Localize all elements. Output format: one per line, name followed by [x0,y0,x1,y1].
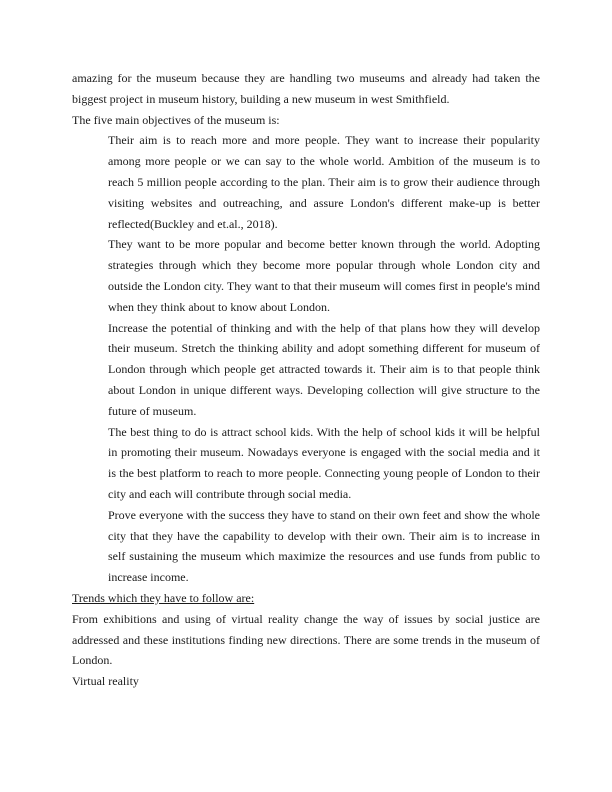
objectives-heading: The five main objectives of the museum is: [72,112,280,127]
list-item [72,422,540,505]
virtual-reality-subheading: Virtual reality [72,674,139,689]
objective-text: The best thing to do is attract school kids. With the help of school kids it will be helpful in promoting their museum. Nowadays everyone is engaged with the social media and it is the best platform to reach to more people. Connecting young people of London to their city and each will contribute through social media. [108,424,540,501]
list-item [72,130,540,234]
intro-paragraph: amazing for the museum because they are handling two museums and already had taken the biggest project in museum history, building a new museum in west Smithfield. [72,71,540,106]
objective-text: Increase the potential of thinking and with the help of that plans how they will develop their museum. Stretch the thinking ability and adopt something different for museum of London through which people get attracted towards it. Their aim is to that people think about London in unique different ways. Developing collection will give structure to the future of museum. [108,320,540,418]
objective-text: They want to be more popular and become better known through the world. Adopting strategies through which they become more popular through whole London city and outside the London city. They want to that their museum will comes first in people's mind when they think about to know about London. [108,237,540,314]
list-item [72,505,540,588]
trends-heading: Trends which they have to follow are: [72,590,255,605]
list-item [72,234,540,317]
objectives-list [72,130,540,588]
objective-text: Their aim is to reach more and more people. They want to increase their popularity among more people or we can say to the whole world. Ambition of the museum is to reach 5 million people according to the plan. Their aim is to grow their audience through visiting websites and outreaching, and assure London's different make-up is better reflected(Buckley and et.al., 2018). [108,133,540,231]
trends-paragraph: From exhibitions and using of virtual reality change the way of issues by social justice are addressed and these institutions finding new directions. There are some trends in the museum of London. [72,611,540,668]
list-item [72,318,540,422]
objective-text: Prove everyone with the success they have to stand on their own feet and show the whole city that they have the capability to develop with their own. Their aim is to increase in self sustaining the museum which maximize the resources and use funds from public to increase income. [108,507,540,585]
